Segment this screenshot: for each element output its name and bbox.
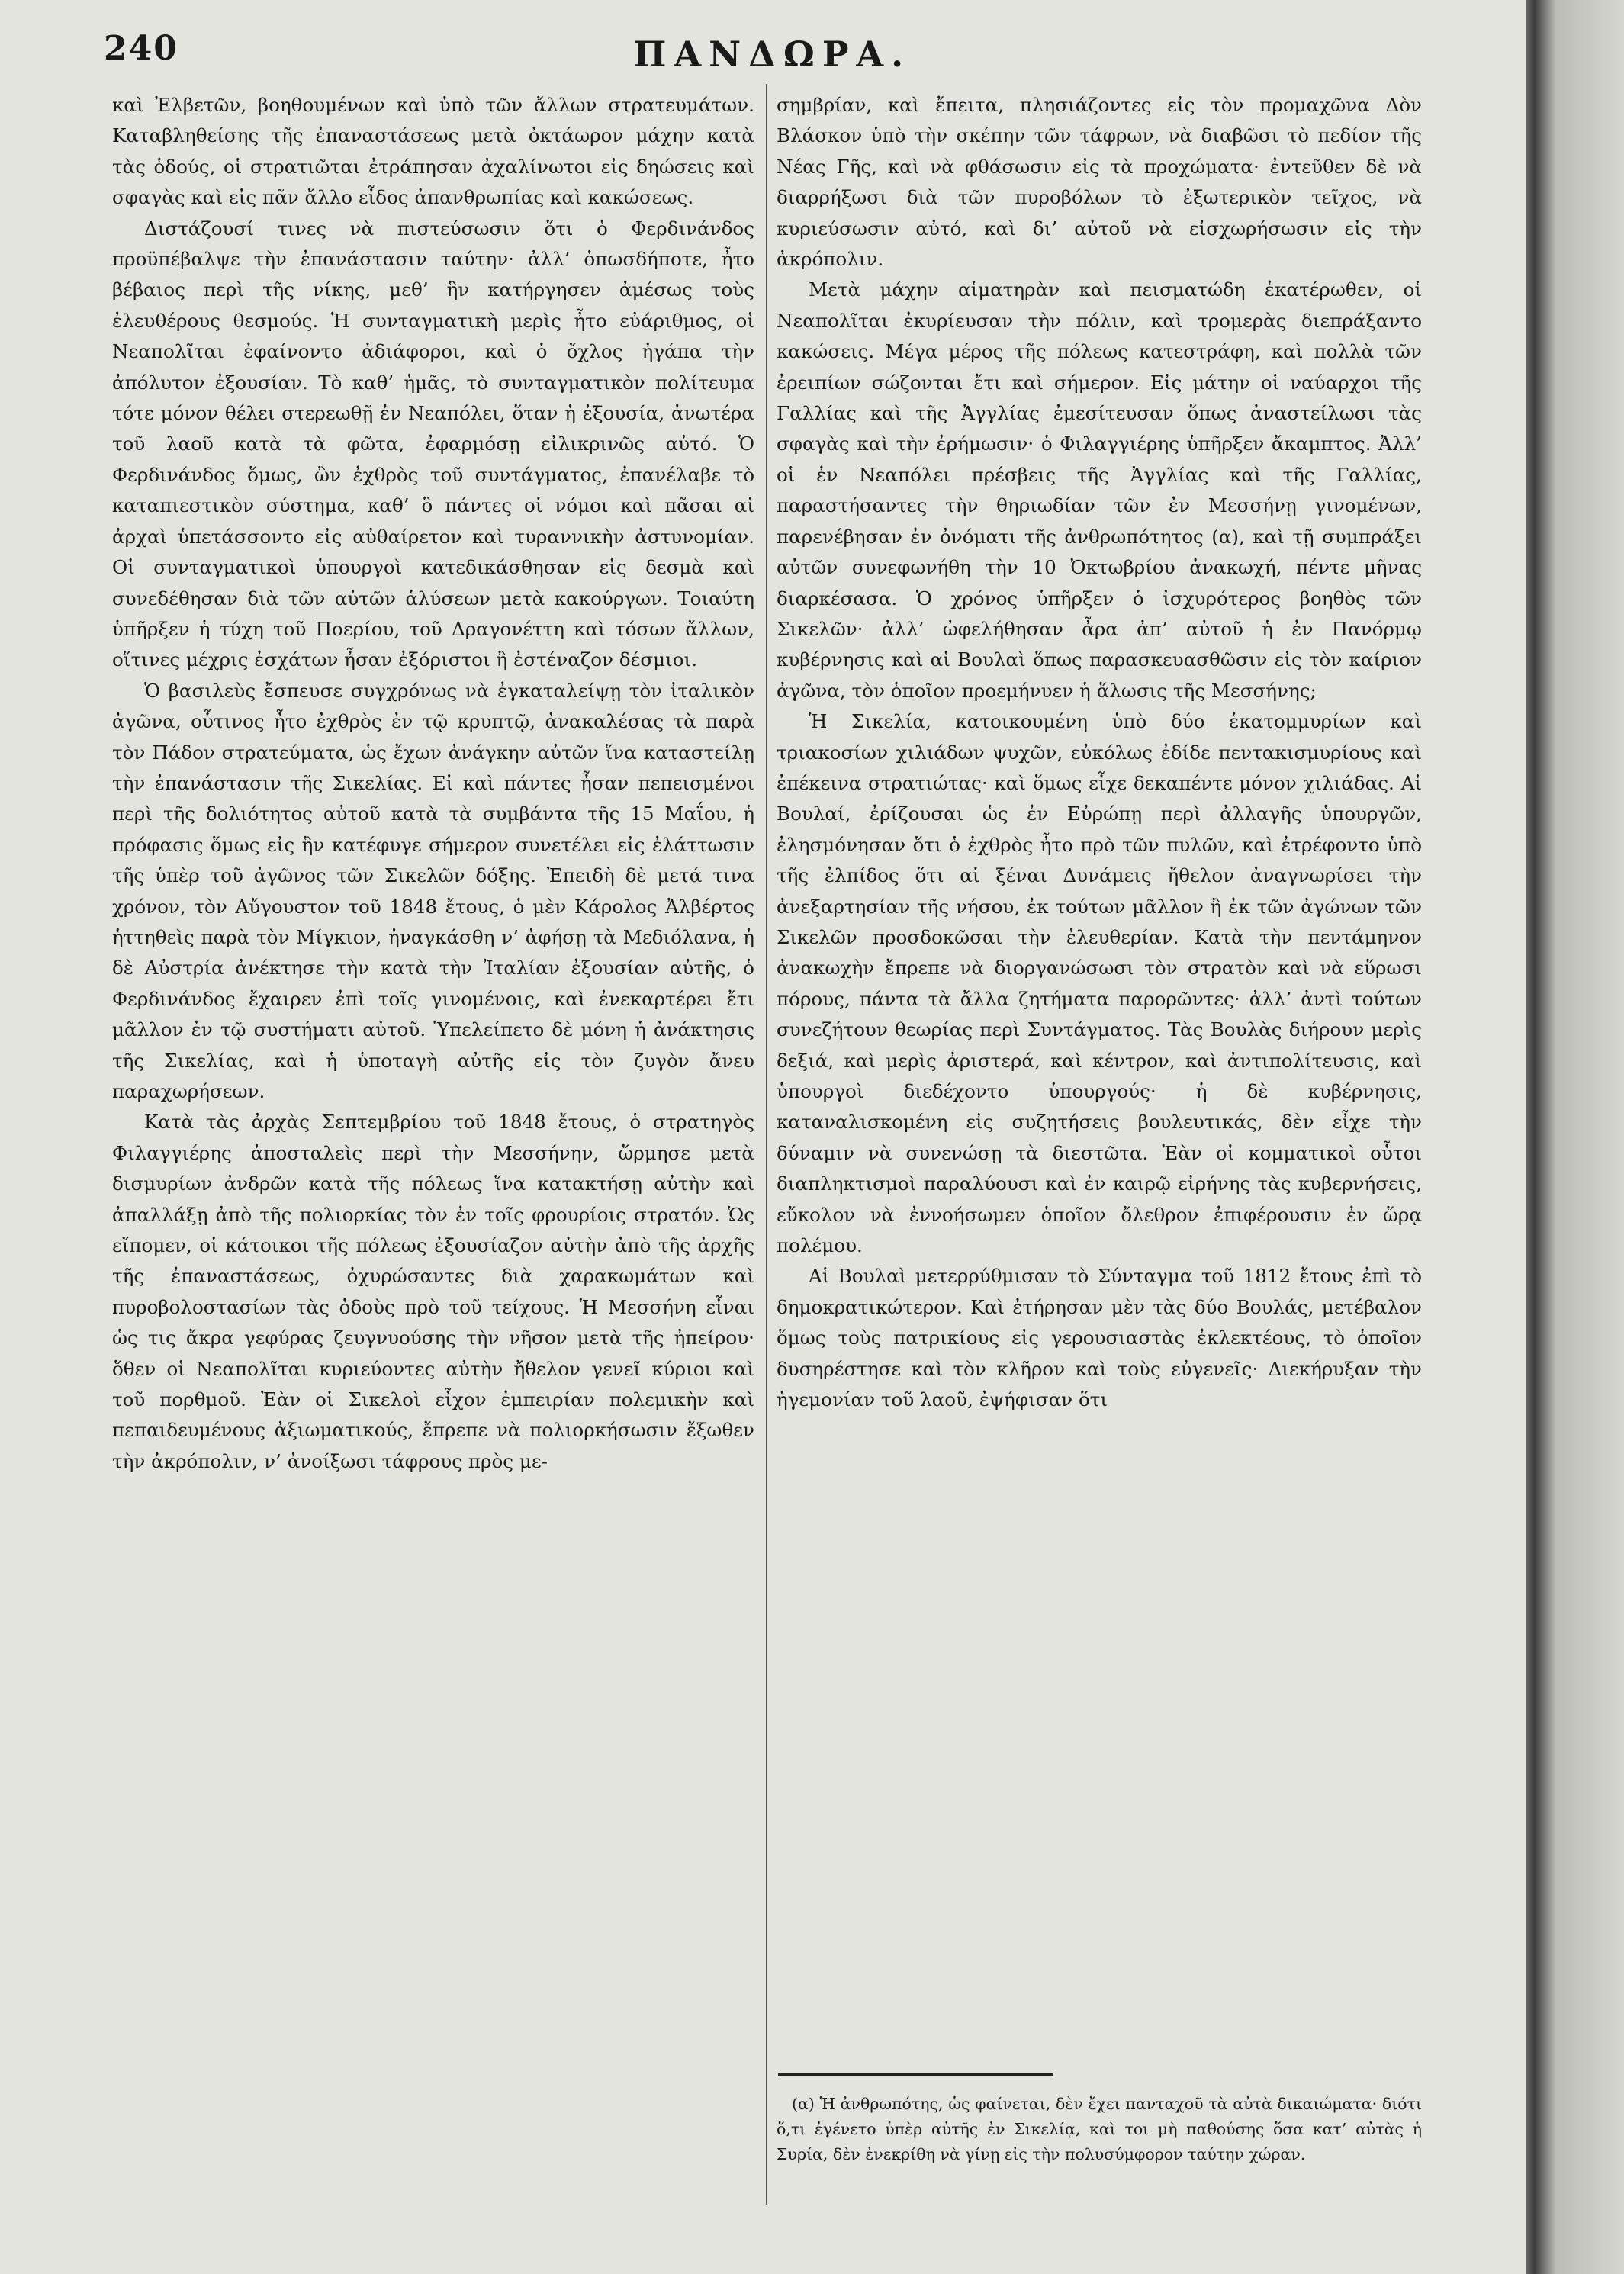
- right-column: [777, 90, 1422, 1415]
- book-binding-edge: [1526, 0, 1624, 2274]
- footnote-rule: [778, 2073, 1053, 2076]
- left-column: [112, 90, 754, 1477]
- paragraph: Διστάζουσί τινες νὰ πιστεύσωσιν ὅτι ὁ Φερδινάνδος προϋπέβαλψε τὴν ἐπανάστασιν ταύτην· ἀλλ’ ὁπωσδήποτε, ἦτο βέβαιος περὶ τῆς νίκης, μεθ’ ἣν κατήργησεν ἀμέσως τοὺς ἐλευθέρους θεσμούς. Ἡ συνταγματικὴ μερὶς ἦτο εὐάριθμος, οἱ Νεαπολῖται ἐφαίνοντο ἀδιάφοροι, καὶ ὁ ὄχλος ἠγάπα τὴν ἀπόλυτον ἐξουσίαν. Τὸ καθ’ ἡμᾶς, τὸ συνταγματικὸν πολίτευμα τότε μόνον θέλει στερεωθῇ ἐν Νεαπόλει, ὅταν ἡ ἐξουσία, ἀνωτέρα τοῦ λαοῦ κατὰ τὰ φῶτα, ἐφαρμόσῃ εἰλικρινῶς αὐτό. Ὁ Φερδινάνδος ὅμως, ὢν ἐχθρὸς τοῦ συντάγματος, ἐπανέλαβε τὸ καταπιεστικὸν σύστημα, καθ’ ὃ πάντες οἱ νόμοι καὶ πᾶσαι αἱ ἀρχαὶ ὑπετάσσοντο εἰς αὐθαίρετον καὶ τυραννικὴν ἀστυνομίαν. Οἱ συνταγματικοὶ ὑπουργοὶ κατεδικάσθησαν εἰς δεσμὰ καὶ συνεδέθησαν διὰ τῶν αὐτῶν ἁλύσεων μετὰ κακούργων. Τοιαύτη ὑπῆρξεν ἡ τύχη τοῦ Ποερίου, τοῦ Δραγονέττη καὶ τόσων ἄλλων, οἵτινες μέχρις ἐσχάτων ἦσαν ἐξόριστοι ἢ ἐστέναζον δέσμιοι.: [112, 217, 754, 671]
- footnote: (α) Ἡ ἀνθρωπότης, ὡς φαίνεται, δὲν ἔχει πανταχοῦ τὰ αὐτὰ δικαιώματα· διότι ὅ,τι ἐγένετο ὑπὲρ αὐτῆς ἐν Σικελίᾳ, καὶ τοι μὴ παθούσης ὅσα κατ’ αὐτὰς ἡ Συρία, δὲν ἐνεκρίθη νὰ γίνῃ εἰς τὴν πολυσύμφορον ταύτην χώραν.: [777, 2095, 1422, 2163]
- paragraph: Μετὰ μάχην αἱματηρὰν καὶ πεισματώδη ἑκατέρωθεν, οἱ Νεαπολῖται ἐκυρίευσαν τὴν πόλιν, καὶ τρομερὰς διεπράξαντο κακώσεις. Μέγα μέρος τῆς πόλεως κατεστράφη, καὶ πολλὰ τῶν ἐρειπίων σώζονται ἔτι καὶ σήμερον. Εἰς μάτην οἱ ναύαρχοι τῆς Γαλλίας καὶ τῆς Ἀγγλίας ἐμεσίτευσαν ὅπως ἀναστείλωσι τὰς σφαγὰς καὶ τὴν ἐρήμωσιν· ὁ Φιλαγγιέρης ὑπῆρξεν ἄκαμπτος. Ἀλλ’ οἱ ἐν Νεαπόλει πρέσβεις τῆς Ἀγγλίας καὶ τῆς Γαλλίας, παραστήσαντες τὴν θηριωδίαν τῶν ἐν Μεσσήνῃ γινομένων, παρενέβησαν ἐν ὀνόματι τῆς ἀνθρωπότητος (α), καὶ τῇ συμπράξει αὐτῶν συνεφωνήθη τὴν 10 Ὀκτωβρίου ἀνακωχή, πέντε μῆνας διαρκέσασα. Ὁ χρόνος ὑπῆρξεν ὁ ἰσχυρότερος βοηθὸς τῶν Σικελῶν· ἀλλ’ ὠφελήθησαν ἆρα ἀπ’ αὐτοῦ ἡ ἐν Πανόρμῳ κυβέρνησις καὶ αἱ Βουλαὶ ὅπως παρασκευασθῶσιν εἰς τὸν καίριον ἀγῶνα, τὸν ὁποῖον προεμήνυεν ἡ ἅλωσις τῆς Μεσσήνης;: [777, 278, 1422, 702]
- paragraph: καὶ Ἐλβετῶν, βοηθουμένων καὶ ὑπὸ τῶν ἄλλων στρατευμάτων. Καταβληθείσης τῆς ἐπαναστάσεως μετὰ ὀκτάωρον μάχην κατὰ τὰς ὁδούς, οἱ στρατιῶται ἐτράπησαν ἀχαλίνωτοι εἰς δηώσεις καὶ σφαγὰς καὶ εἰς πᾶν ἄλλο εἶδος ἀπανθρωπίας καὶ κακώσεως.: [112, 94, 754, 209]
- paragraph: Κατὰ τὰς ἀρχὰς Σεπτεμβρίου τοῦ 1848 ἔτους, ὁ στρατηγὸς Φιλαγγιέρης ἀποσταλεὶς περὶ τὴν Μεσσήνην, ὥρμησε μετὰ δισμυρίων ἀνδρῶν κατὰ τῆς πόλεως ἵνα κατακτήσῃ αὐτὴν καὶ ἀπαλλάξῃ ἀπὸ τῆς πολιορκίας τὸν ἐν τοῖς φρουρίοις στρατόν. Ὡς εἴπομεν, οἱ κάτοικοι τῆς πόλεως ἐξουσίαζον αὐτὴν ἀπὸ τῆς ἀρχῆς τῆς ἐπαναστάσεως, ὀχυρώσαντες διὰ χαρακωμάτων καὶ πυροβολοστασίων τὰς ὁδοὺς πρὸ τοῦ τείχους. Ἡ Μεσσήνη εἶναι ὡς τις ἄκρα γεφύρας ζευγνυούσης τὴν νῆσον μετὰ τῆς ἠπείρου· ὅθεν οἱ Νεαπολῖται κυριεύοντες αὐτὴν ἤθελον γενεῖ κύριοι καὶ τοῦ πορθμοῦ. Ἐὰν οἱ Σικελοὶ εἶχον ἐμπειρίαν πολεμικὴν καὶ πεπαιδευμένους ἀξιωματικούς, ἔπρεπε νὰ πολιορκήσωσιν ἔξωθεν τὴν ἀκρόπολιν, ν’ ἀνοίξωσι τάφρους πρὸς με-: [112, 1111, 754, 1472]
- paragraph: Ὁ βασιλεὺς ἔσπευσε συγχρόνως νὰ ἐγκαταλείψῃ τὸν ἰταλικὸν ἀγῶνα, οὗτινος ἦτο ἐχθρὸς ἐν τῷ κρυπτῷ, ἀνακαλέσας τὰ παρὰ τὸν Πάδον στρατεύματα, ὡς ἔχων ἀνάγκην αὐτῶν ἵνα καταστείλῃ τὴν ἐπανάστασιν τῆς Σικελίας. Εἰ καὶ πάντες ἦσαν πεπεισμένοι περὶ τῆς δολιότητος αὐτοῦ κατὰ τὰ συμβάντα τῆς 15 Μαΐου, ἡ πρόφασις ὅμως εἰς ἣν κατέφυγε σήμερον συνετέλει εἰς ἐλάττωσιν τῆς ὑπὲρ τοῦ ἀγῶνος τῶν Σικελῶν δόξης. Ἐπειδὴ δὲ μετά τινα χρόνον, τὸν Αὔγουστον τοῦ 1848 ἔτους, ὁ μὲν Κάρολος Ἀλβέρτος ἡττηθεὶς παρὰ τὸν Μίγκιον, ἠναγκάσθη ν’ ἀφήσῃ τὰ Μεδιόλανα, ἡ δὲ Αὐστρία ἀνέκτησε τὴν κατὰ τὴν Ἰταλίαν ἐξουσίαν αὐτῆς, ὁ Φερδινάνδος ἔχαιρεν ἐπὶ τοῖς γινομένοις, καὶ ἐνεκαρτέρει ἔτι μᾶλλον ἐν τῷ συστήματι αὐτοῦ. Ὑπελείπετο δὲ μόνη ἡ ἀνάκτησις τῆς Σικελίας, καὶ ἡ ὑποταγὴ αὐτῆς εἰς τὸν ζυγὸν ἄνευ παραχωρήσεων.: [112, 679, 754, 1102]
- column-divider: [766, 84, 767, 2205]
- page-number: 240: [104, 29, 178, 68]
- running-head-title: ΠΑΝΔΩΡΑ.: [633, 34, 912, 75]
- paragraph: Ἡ Σικελία, κατοικουμένη ὑπὸ δύο ἑκατομμυρίων καὶ τριακοσίων χιλιάδων ψυχῶν, εὐκόλως ἐδίδε πεντακισμυρίους καὶ ἐπέκεινα στρατιώτας· καὶ ὅμως εἶχε δεκαπέντε μόνον χιλιάδας. Αἱ Βουλαί, ἐρίζουσαι ὡς ἐν Εὐρώπῃ περὶ ἀλλαγῆς ὑπουργῶν, ἐλησμόνησαν ὅτι ὁ ἐχθρὸς ἦτο πρὸ τῶν πυλῶν, καὶ ἐτρέφοντο ὑπὸ τῆς ἐλπίδος ὅτι αἱ ξέναι Δυνάμεις ἤθελον ἀναγνωρίσει τὴν ἀνεξαρτησίαν τῆς νήσου, ἐκ τούτων μᾶλλον ἢ ἐκ τῶν ἀγώνων τῶν Σικελῶν προσδοκῶσαι τὴν ἐλευθερίαν. Κατὰ τὴν πεντάμηνον ἀνακωχὴν ἔπρεπε νὰ διοργανώσωσι τὸν στρατὸν καὶ νὰ εὕρωσι πόρους, πάντα τὰ ἄλλα ζητήματα παρορῶντες· ἀλλ’ ἀντὶ τούτων συνεζήτουν θεωρίας περὶ Συντάγματος. Τὰς Βουλὰς διήρουν μερὶς δεξιά, καὶ μερὶς ἀριστερά, καὶ κέντρον, καὶ ἀντιπολίτευσις, καὶ ὑπουργοὶ διεδέχοντο ὑπουργούς· ἡ δὲ κυβέρνησις, καταναλισκομένη εἰς συζητήσεις βουλευτικάς, δὲν εἶχε τὴν δύναμιν νὰ συνενώσῃ τὰ διεστῶτα. Ἐὰν οἱ κομματικοὶ οὗτοι διαπληκτισμοὶ παραλύουσι καὶ ἐν καιρῷ εἰρήνης τὰς κυβερνήσεις, εὔκολον νὰ ἐννοήσωμεν ὁποῖον ὄλεθρον ἐπιφέρουσιν ἐν ὥρᾳ πολέμου.: [777, 710, 1422, 1257]
- paragraph: σημβρίαν, καὶ ἔπειτα, πλησιάζοντες εἰς τὸν προμαχῶνα Δὸν Βλάσκον ὑπὸ τὴν σκέπην τῶν τάφρων, νὰ διαβῶσι τὸ πεδίον τῆς Νέας Γῆς, καὶ νὰ φθάσωσιν εἰς τὰ προχώματα· ἐντεῦθεν δὲ νὰ διαρρήξωσι διὰ τῶν πυροβόλων τὸ ἐξωτερικὸν τεῖχος, νὰ κυριεύσωσιν αὐτό, καὶ δι’ αὐτοῦ νὰ εἰσχωρήσωσιν εἰς τὴν ἀκρόπολιν.: [777, 94, 1422, 271]
- paragraph: Αἱ Βουλαὶ μετερρύθμισαν τὸ Σύνταγμα τοῦ 1812 ἔτους ἐπὶ τὸ δημοκρατικώτερον. Καὶ ἐτήρησαν μὲν τὰς δύο Βουλάς, μετέβαλον ὅμως τοὺς πατρικίους εἰς γερουσιαστὰς ἐκλεκτέους, τὸ ὁποῖον δυσηρέστησε καὶ τὸν κλῆρον καὶ τοὺς εὐγενεῖς· Διεκήρυξαν τὴν ἡγεμονίαν τοῦ λαοῦ, ἐψήφισαν ὅτι: [777, 1265, 1422, 1411]
